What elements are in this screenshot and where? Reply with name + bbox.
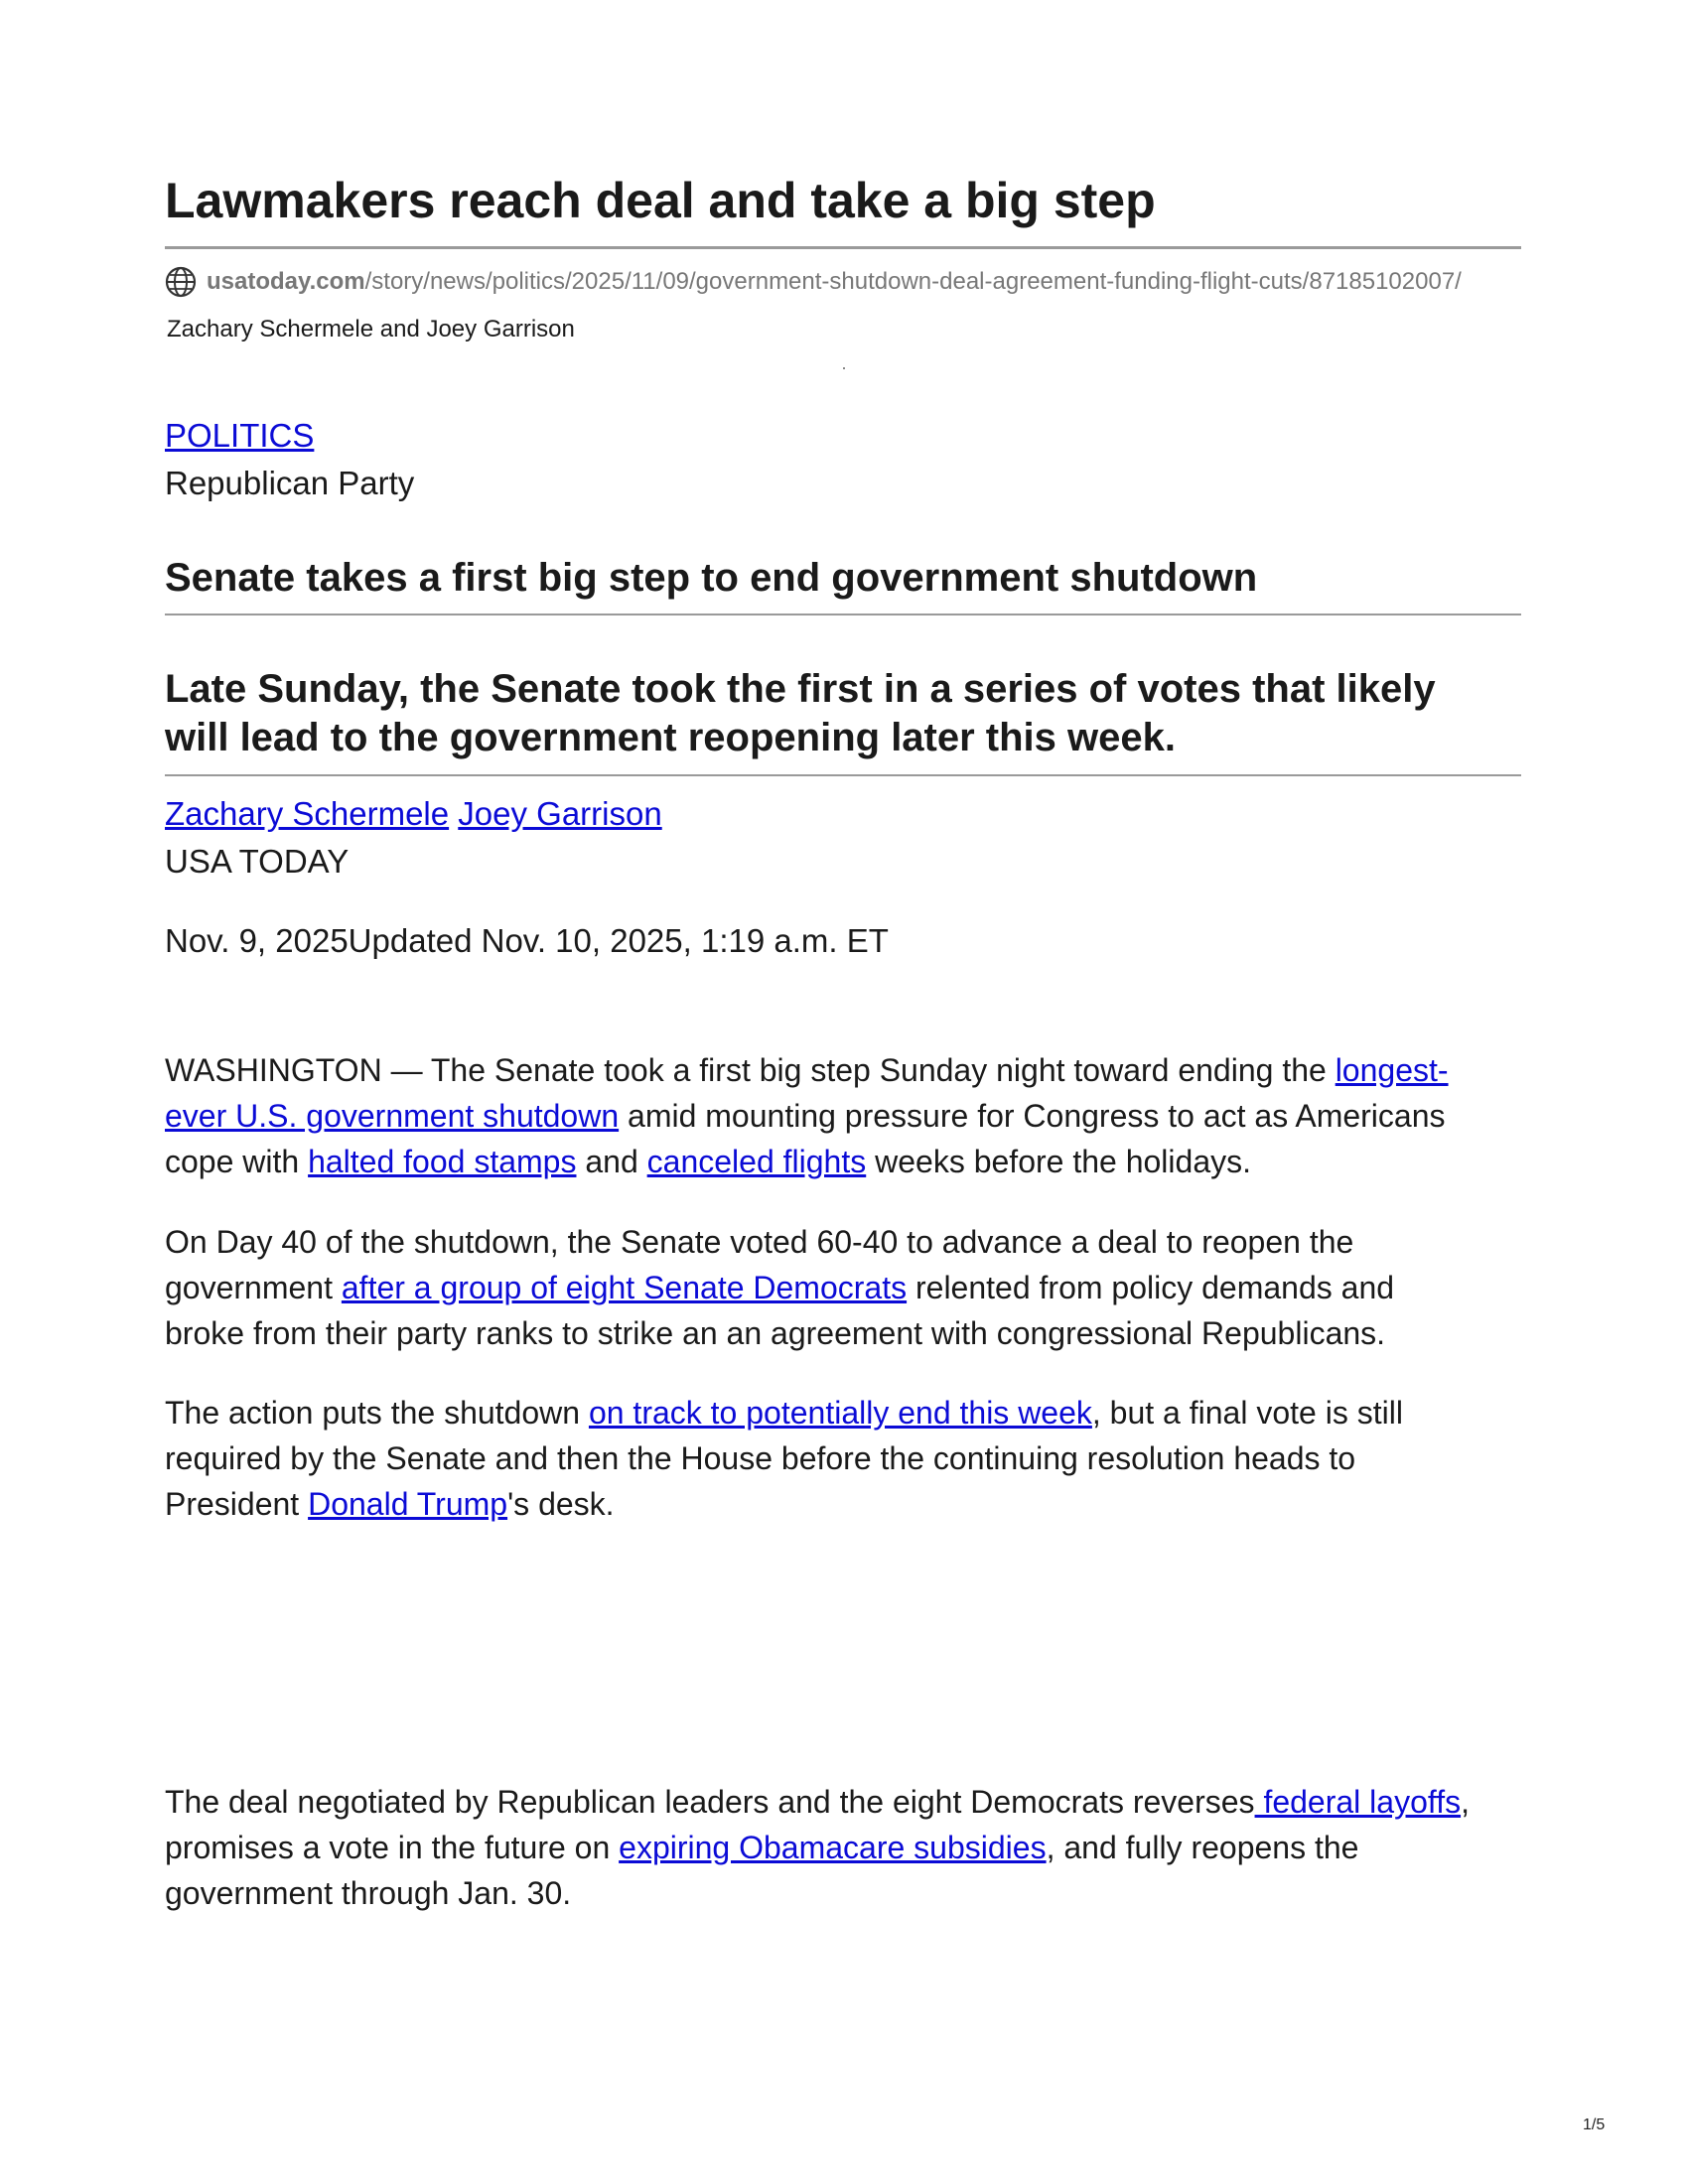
summary-line-1: Late Sunday, the Senate took the first in a series of votes that likely [165,667,1436,711]
headline-divider [165,614,1521,615]
summary-line-2: will lead to the government reopening later this week. [165,716,1176,759]
authors [165,791,662,837]
url-path: /story/news/politics/2025/11/09/government-shutdown-deal-agreement-funding-flight-cuts/87185102007/ [364,268,1462,295]
paragraph-4: The deal negotiated by Republican leaders and the eight Democrats reverses federal layoffs, promises a vote in the future on expiring Obamacare subsidies, and fully reopens the government through Jan. 30. [165,1784,1470,1911]
source-url[interactable] [165,264,1462,300]
title-divider [165,246,1521,249]
headline: Senate takes a first big step to end government shutdown [165,556,1258,600]
link-halted-food-stamps[interactable]: halted food stamps [308,1144,577,1179]
link-eight-senate-democrats[interactable]: after a group of eight Senate Democrats [341,1270,908,1305]
paragraph-1: WASHINGTON — The Senate took a first big step Sunday night toward ending the longest- ever U.S. government shutdown amid mounting pressure for Congress to act as Americans cope with halted food stamps and canceled flights weeks before the holidays. [165,1052,1449,1179]
author-link-schermele[interactable]: Zachary Schermele [165,795,450,832]
section-link-row [165,413,314,459]
author-link-garrison[interactable]: Joey Garrison [458,795,662,832]
paragraph-3: The action puts the shutdown on track to potentially end this week, but a final vote is still required by the Senate and then the House before the continuing resolution heads to President Donald Trump's desk. [165,1395,1403,1522]
link-federal-layoffs[interactable]: federal layoffs [1254,1784,1462,1820]
document-title: Lawmakers reach deal and take a big step [165,173,1156,228]
globe-icon [165,266,197,298]
link-longest-shutdown[interactable]: longest- [1335,1052,1449,1088]
page-number: 1/5 [1583,2116,1606,2133]
section-link-politics[interactable]: POLITICS [165,417,315,454]
link-canceled-flights[interactable]: canceled flights [646,1144,867,1179]
publisher: USA TODAY [165,843,350,880]
url-domain: usatoday.com [207,268,365,295]
link-longest-shutdown-cont[interactable]: ever U.S. government shutdown [165,1098,620,1134]
summary-divider [165,774,1521,776]
dateline: Nov. 9, 2025Updated Nov. 10, 2025, 1:19 a.m. ET [165,922,889,959]
paragraph-2: On Day 40 of the shutdown, the Senate voted 60-40 to advance a deal to reopen the government after a group of eight Senate Democrats relented from policy demands and broke from their party ranks to strike an an agreement with congressional Republicans. [165,1224,1395,1351]
topic-label: Republican Party [165,465,415,501]
link-expiring-obamacare-subsidies[interactable]: expiring Obamacare subsidies [619,1830,1047,1865]
link-on-track-end-this-week[interactable]: on track to potentially end this week [588,1395,1092,1431]
link-donald-trump[interactable]: Donald Trump [308,1486,508,1522]
separator-dot [843,367,845,369]
byline-top: Zachary Schermele and Joey Garrison [167,316,575,342]
